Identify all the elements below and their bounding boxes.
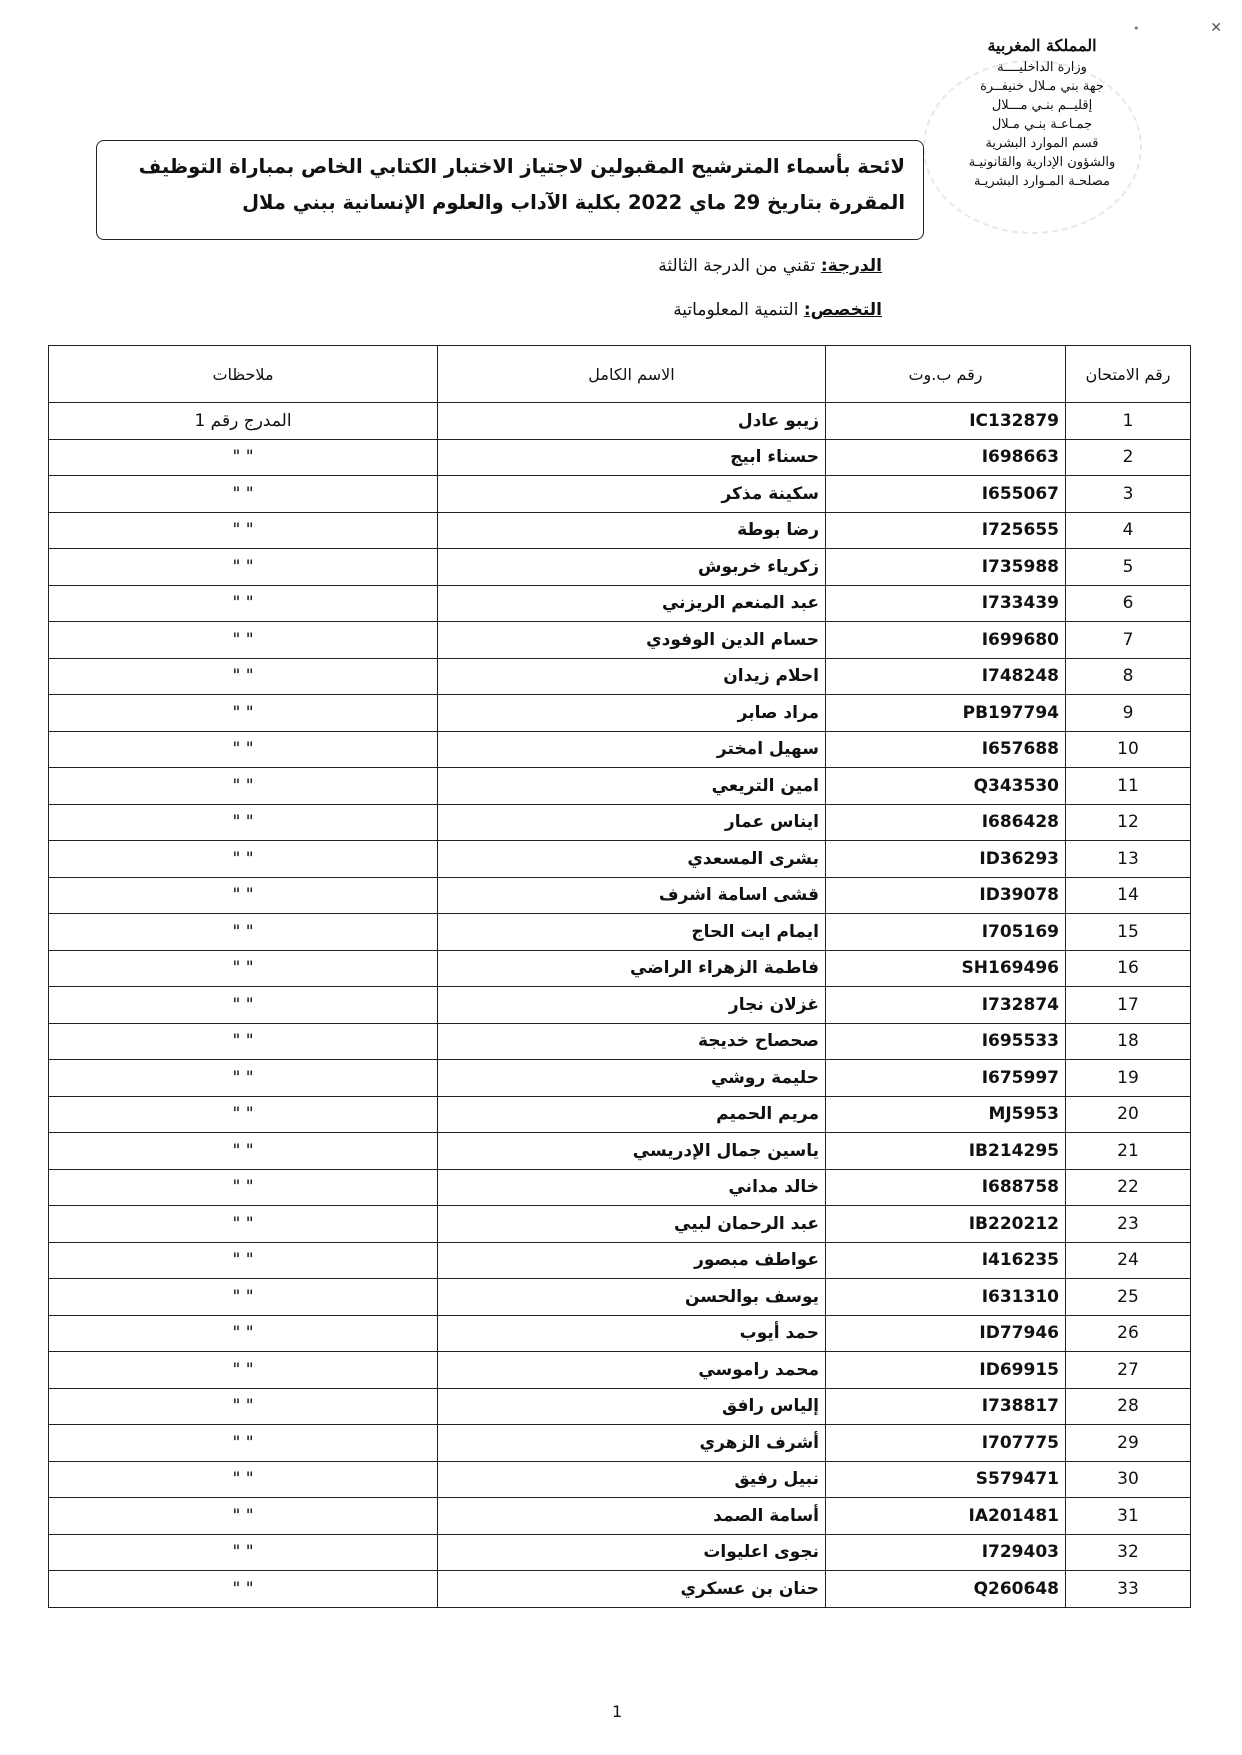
cin-cell [826,804,1066,841]
cin-cell [826,476,1066,513]
exam-number-cell: 29 [1066,1425,1191,1462]
document-title-line-2: المقررة بتاريخ 29 ماي 2022 بكلية الآداب والعلوم الإنسانية ببني ملال [242,191,905,214]
page-number: 1 [612,1702,623,1721]
cin-cell [826,1498,1066,1535]
full-name-cell: صحصاح خديجة [438,1023,826,1060]
notes-cell: " " [49,476,438,513]
notes-cell: " " [49,1571,438,1608]
cin-value: I725655 [981,520,1059,541]
cin-cell [826,1023,1066,1060]
exam-number-cell: 17 [1066,987,1191,1024]
cin-value: MJ5953 [988,1104,1059,1125]
cin-cell [826,914,1066,951]
cin-cell [826,1060,1066,1097]
table-row [49,914,1191,951]
notes-cell: " " [49,950,438,987]
specialty-label: التخصص: [803,300,882,320]
full-name-cell: ايمام ايت الحاج [438,914,826,951]
header-line-division: قسم الموارد البشرية [985,136,1099,151]
ministry-header [942,34,1142,191]
notes-cell: " " [49,1023,438,1060]
table-row [49,549,1191,586]
notes-cell: " " [49,804,438,841]
table-row [49,1534,1191,1571]
full-name-cell: نبيل رفيق [438,1461,826,1498]
exam-number-cell: 2 [1066,439,1191,476]
full-name-cell: زيبو عادل [438,403,826,440]
notes-cell: " " [49,658,438,695]
exam-number-cell: 11 [1066,768,1191,805]
grade-label: الدرجة: [820,256,882,276]
header-full-name: الاسم الكامل [438,346,826,403]
notes-cell: " " [49,1461,438,1498]
exam-number-cell: 14 [1066,877,1191,914]
table-row [49,1096,1191,1133]
exam-number-cell: 12 [1066,804,1191,841]
notes-cell: " " [49,1133,438,1170]
cin-value: IC132879 [969,410,1059,431]
full-name-cell: خالد مداني [438,1169,826,1206]
cin-cell [826,877,1066,914]
candidates-table [48,345,1191,1608]
specialty-field [673,300,882,320]
exam-number-cell: 1 [1066,403,1191,440]
cin-cell [826,768,1066,805]
table-row [49,1023,1191,1060]
notes-cell: " " [49,1425,438,1462]
notes-cell: " " [49,1242,438,1279]
full-name-cell: غزلان نجار [438,987,826,1024]
cin-value: ID36293 [979,848,1059,869]
cin-value: SH169496 [961,958,1059,979]
cin-value: PB197794 [962,702,1059,723]
notes-cell: " " [49,439,438,476]
notes-cell: " " [49,585,438,622]
cin-value: I416235 [981,1250,1059,1271]
full-name-cell: حليمة روشي [438,1060,826,1097]
exam-number-cell: 15 [1066,914,1191,951]
full-name-cell: عواطف مبصور [438,1242,826,1279]
table-row [49,804,1191,841]
notes-cell: " " [49,768,438,805]
notes-cell: " " [49,914,438,951]
cin-value: ID77946 [979,1323,1059,1344]
full-name-cell: حمد أيوب [438,1315,826,1352]
table-row [49,1388,1191,1425]
cin-cell [826,1315,1066,1352]
table-row [49,841,1191,878]
table-row [49,439,1191,476]
cin-value: I699680 [981,629,1059,650]
table-row [49,622,1191,659]
table-row [49,476,1191,513]
cin-value: IA201481 [968,1505,1059,1526]
full-name-cell: بشرى المسعدي [438,841,826,878]
cin-cell [826,731,1066,768]
cin-value: I688758 [981,1177,1059,1198]
notes-cell: " " [49,1498,438,1535]
header-line-ministry: وزارة الداخليــــة [997,60,1087,75]
notes-cell: " " [49,987,438,1024]
exam-number-cell: 9 [1066,695,1191,732]
exam-number-cell: 19 [1066,1060,1191,1097]
full-name-cell: حسناء ابيج [438,439,826,476]
table-row [49,1571,1191,1608]
full-name-cell: رضا بوطة [438,512,826,549]
cin-cell [826,1534,1066,1571]
exam-number-cell: 8 [1066,658,1191,695]
table-row [49,1206,1191,1243]
full-name-cell: ياسين جمال الإدريسي [438,1133,826,1170]
notes-cell: " " [49,622,438,659]
exam-number-cell: 13 [1066,841,1191,878]
notes-cell: " " [49,1534,438,1571]
cin-value: I729403 [981,1542,1059,1563]
full-name-cell: أسامة الصمد [438,1498,826,1535]
cin-value: S579471 [975,1469,1059,1490]
table-header-row [49,346,1191,403]
full-name-cell: مراد صابر [438,695,826,732]
cin-cell [826,1388,1066,1425]
exam-number-cell: 30 [1066,1461,1191,1498]
cin-cell [826,950,1066,987]
exam-number-cell: 20 [1066,1096,1191,1133]
header-line-commune: جمـاعـة بنـي مـلال [991,117,1093,132]
notes-cell: " " [49,841,438,878]
exam-number-cell: 10 [1066,731,1191,768]
cin-cell [826,549,1066,586]
cin-value: I695533 [981,1031,1059,1052]
table-row [49,658,1191,695]
notes-cell: المدرج رقم 1 [49,403,438,440]
cin-cell [826,1425,1066,1462]
header-line-kingdom: المملكة المغربية [987,36,1097,55]
cin-cell [826,1133,1066,1170]
table-row [49,1461,1191,1498]
table-row [49,1169,1191,1206]
table-row [49,731,1191,768]
cin-value: I733439 [981,593,1059,614]
notes-cell: " " [49,1388,438,1425]
exam-number-cell: 4 [1066,512,1191,549]
full-name-cell: يوسف بوالحسن [438,1279,826,1316]
cin-value: ID39078 [979,885,1059,906]
exam-number-cell: 7 [1066,622,1191,659]
full-name-cell: مريم الحميم [438,1096,826,1133]
cin-cell [826,1206,1066,1243]
cin-cell [826,1571,1066,1608]
full-name-cell: زكرياء خربوش [438,549,826,586]
table-row [49,1133,1191,1170]
cin-value: I686428 [981,812,1059,833]
corner-tick-mark: ✕ [1210,20,1222,36]
document-title-line-1: لائحة بأسماء المترشيح المقبولين لاجتياز الاختبار الكتابي الخاص بمباراة التوظيف [138,155,905,178]
table-row [49,768,1191,805]
full-name-cell: سكينة مذكر [438,476,826,513]
cin-cell [826,1169,1066,1206]
header-cin: رقم ب.وت [826,346,1066,403]
full-name-cell: حسام الدين الوفودي [438,622,826,659]
document-title-box [96,140,924,240]
exam-number-cell: 31 [1066,1498,1191,1535]
table-row [49,403,1191,440]
table-row [49,987,1191,1024]
table-row [49,1060,1191,1097]
notes-cell: " " [49,877,438,914]
exam-number-cell: 27 [1066,1352,1191,1389]
cin-cell [826,1279,1066,1316]
notes-cell: " " [49,549,438,586]
full-name-cell: قشى اسامة اشرف [438,877,826,914]
header-line-affairs: والشؤون الإدارية والقانونيـة [968,155,1116,170]
cin-value: I698663 [981,447,1059,468]
table-row [49,950,1191,987]
exam-number-cell: 23 [1066,1206,1191,1243]
cin-cell [826,1242,1066,1279]
cin-cell [826,987,1066,1024]
cin-value: IB220212 [968,1213,1059,1234]
exam-number-cell: 32 [1066,1534,1191,1571]
notes-cell: " " [49,1206,438,1243]
cin-value: I748248 [981,666,1059,687]
exam-number-cell: 28 [1066,1388,1191,1425]
cin-cell [826,658,1066,695]
cin-cell [826,512,1066,549]
full-name-cell: امين التريعي [438,768,826,805]
full-name-cell: عبد الرحمان لبيي [438,1206,826,1243]
cin-value: I732874 [981,994,1059,1015]
header-line-service: مصلحـة المـوارد البشريـة [974,174,1110,189]
header-line-province: إقليــم بنـي مـــلال [991,98,1093,113]
notes-cell: " " [49,731,438,768]
notes-cell: " " [49,1315,438,1352]
exam-number-cell: 18 [1066,1023,1191,1060]
full-name-cell: نجوى اعليوات [438,1534,826,1571]
exam-number-cell: 21 [1066,1133,1191,1170]
table-row [49,1498,1191,1535]
exam-number-cell: 24 [1066,1242,1191,1279]
cin-cell [826,439,1066,476]
notes-cell: " " [49,1279,438,1316]
full-name-cell: حنان بن عسكري [438,1571,826,1608]
corner-scan-mark: • [1133,22,1140,35]
exam-number-cell: 16 [1066,950,1191,987]
cin-cell [826,695,1066,732]
cin-value: Q343530 [973,775,1059,796]
table-row [49,1425,1191,1462]
exam-number-cell: 5 [1066,549,1191,586]
full-name-cell: محمد راموسي [438,1352,826,1389]
notes-cell: " " [49,1060,438,1097]
cin-cell [826,622,1066,659]
grade-value: تقني من الدرجة الثالثة [658,256,816,276]
notes-cell: " " [49,512,438,549]
table-body [49,403,1191,1608]
exam-number-cell: 6 [1066,585,1191,622]
full-name-cell: احلام زيدان [438,658,826,695]
exam-number-cell: 33 [1066,1571,1191,1608]
full-name-cell: فاطمة الزهراء الراضي [438,950,826,987]
cin-cell [826,1461,1066,1498]
table-row [49,1315,1191,1352]
cin-cell [826,1096,1066,1133]
notes-cell: " " [49,695,438,732]
cin-cell [826,1352,1066,1389]
table-row [49,1352,1191,1389]
table-row [49,1279,1191,1316]
cin-value: IB214295 [968,1140,1059,1161]
exam-number-cell: 25 [1066,1279,1191,1316]
full-name-cell: عبد المنعم الريزني [438,585,826,622]
notes-cell: " " [49,1096,438,1133]
full-name-cell: إلياس رافق [438,1388,826,1425]
table-row [49,877,1191,914]
cin-cell [826,403,1066,440]
table-row [49,512,1191,549]
specialty-value: التنمية المعلوماتية [673,300,799,320]
exam-number-cell: 22 [1066,1169,1191,1206]
cin-cell [826,841,1066,878]
exam-number-cell: 26 [1066,1315,1191,1352]
table-row [49,585,1191,622]
cin-value: I657688 [981,739,1059,760]
header-exam-number: رقم الامتحان [1066,346,1191,403]
table-row [49,695,1191,732]
cin-value: I738817 [981,1396,1059,1417]
full-name-cell: أشرف الزهري [438,1425,826,1462]
notes-cell: " " [49,1352,438,1389]
cin-value: I735988 [981,556,1059,577]
cin-cell [826,585,1066,622]
full-name-cell: سهيل امختر [438,731,826,768]
grade-field [658,256,882,276]
cin-value: ID69915 [979,1359,1059,1380]
full-name-cell: ايناس عمار [438,804,826,841]
cin-value: I705169 [981,921,1059,942]
cin-value: I675997 [981,1067,1059,1088]
exam-number-cell: 3 [1066,476,1191,513]
cin-value: I655067 [981,483,1059,504]
notes-cell: " " [49,1169,438,1206]
header-line-region: جهة بني مـلال خنيفــرة [980,79,1104,94]
cin-value: I707775 [981,1432,1059,1453]
cin-value: Q260648 [973,1578,1059,1599]
cin-value: I631310 [981,1286,1059,1307]
header-notes: ملاحظات [49,346,438,403]
table-row [49,1242,1191,1279]
